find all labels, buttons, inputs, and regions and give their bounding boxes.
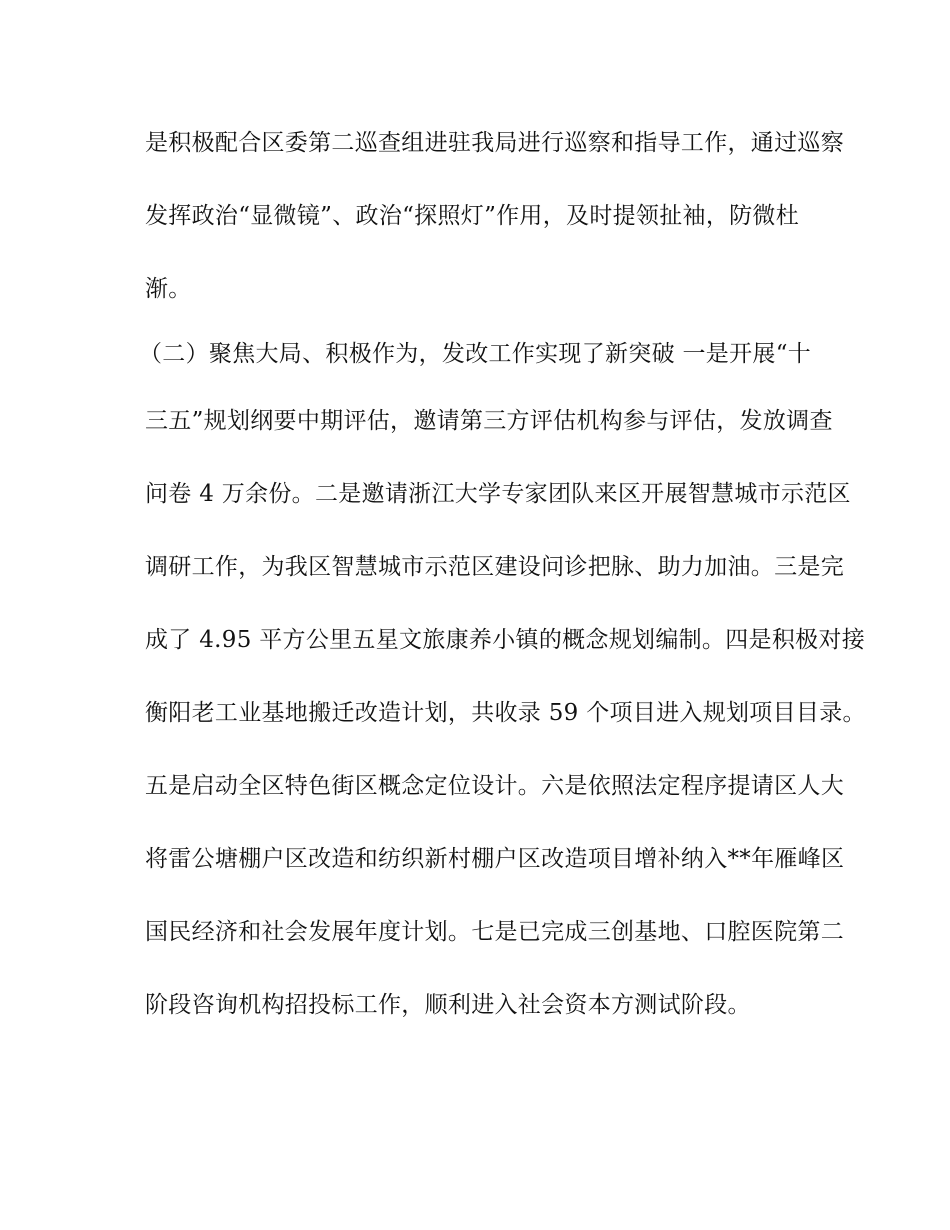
paragraph-line: 成了 4.95 平方公里五星文旅康养小镇的概念规划编制。四是积极对接 <box>145 627 866 653</box>
paragraph-line: 五是启动全区特色街区概念定位设计。六是依照法定程序提请区人大 <box>145 773 844 799</box>
paragraph-line: 将雷公塘棚户区改造和纺织新村棚户区改造项目增补纳入**年雁峰区 <box>145 846 845 872</box>
paragraph-line: 三五”规划纲要中期评估，邀请第三方评估机构参与评估，发放调查 <box>145 408 833 434</box>
paragraph-line: 衡阳老工业基地搬迁改造计划，共收录 59 个项目进入规划项目目录。 <box>145 700 866 726</box>
paragraph-line: 发挥政治“显微镜”、政治“探照灯”作用，及时提领扯袖，防微杜 <box>145 203 800 229</box>
paragraph-line: 阶段咨询机构招投标工作，顺利进入社会资本方测试阶段。 <box>145 992 751 1018</box>
paragraph-line: 调研工作，为我区智慧城市示范区建设问诊把脉、助力加油。三是完 <box>145 554 844 580</box>
paragraph-line: 问卷 4 万余份。二是邀请浙江大学专家团队来区开展智慧城市示范区 <box>145 481 851 507</box>
paragraph-line: 国民经济和社会发展年度计划。七是已完成三创基地、口腔医院第二 <box>145 919 844 945</box>
paragraph-line: 是积极配合区委第二巡查组进驻我局进行巡察和指导工作，通过巡察 <box>145 130 844 156</box>
section-heading-line: （二）聚焦大局、积极作为，发改工作实现了新突破 一是开展“十 <box>139 341 812 367</box>
paragraph-line: 渐。 <box>145 276 192 302</box>
